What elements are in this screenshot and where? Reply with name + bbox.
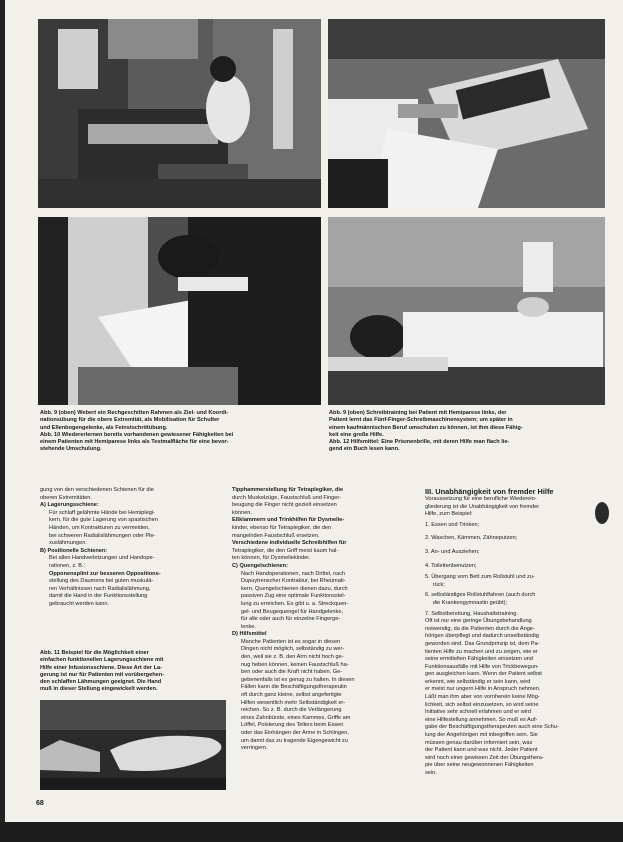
caption-line: einem kaufmännischen Beruf umschulen zu können, ist ihm diese Fähig- bbox=[329, 424, 523, 431]
caption-line: gend ein Buch lesen kann. bbox=[329, 446, 400, 453]
body-line: Oft ist nur eine geringe Übungsbehandlung bbox=[425, 618, 532, 625]
binding-punch-mark bbox=[593, 500, 611, 526]
caption-line: Abb. 11 Beispiel für die Möglichkeit einer bbox=[40, 650, 149, 656]
body-line: den, weil sie z. B. den Arm nicht hoch ge- bbox=[241, 654, 344, 661]
body-line: pie über seine neugewonnenen Fähigkeiten bbox=[425, 762, 534, 769]
body-line: Läßt man ihm aber von vornherein keine Mög- bbox=[425, 694, 540, 701]
body-line: rationen, z. B.: bbox=[49, 562, 86, 569]
text-column-1 bbox=[40, 487, 230, 609]
body-line: Eßklammern und Trinkhilfen für Dysmelie- bbox=[232, 517, 345, 524]
list-item: 4. Toilettenbenutzen; bbox=[425, 562, 477, 569]
body-line: gen ausgleichen kann. Wenn der Patient selbst bbox=[425, 671, 542, 678]
caption-line: muß in dieser Stellung eingewickelt werden. bbox=[40, 686, 158, 693]
body-line: Tipphammerstellung für Tetraplegiker, die bbox=[232, 487, 344, 493]
body-line: eine Hilfestellung annehmen. So muß es Auf- bbox=[425, 716, 538, 723]
body-line: Hilfe, zum Beispiel: bbox=[425, 511, 473, 518]
text-column-2 bbox=[232, 487, 417, 753]
caption-line: Hilfe einer Infusionsschiene. Diese Art der La- bbox=[40, 664, 162, 671]
body-line: können. bbox=[232, 509, 252, 516]
section-title: III. Unabhängigkeit von fremder Hilfe bbox=[425, 487, 554, 496]
list-item: 2. Waschen, Kämmen, Zähneputzen; bbox=[425, 535, 518, 542]
list-item: 3. An- und Ausziehen; bbox=[425, 548, 480, 555]
body-line: gel- und Beugequengel für Handgelenke, bbox=[241, 608, 344, 615]
photo-prism-glasses-reading bbox=[328, 217, 605, 405]
photo-weaving-frame bbox=[38, 19, 321, 208]
body-line: oberen Extremitäten. bbox=[40, 494, 92, 501]
body-line: mangelnden Faustschluß ersetzen. bbox=[232, 532, 320, 539]
body-line: gabe der Beschäftigungstherapeuten auch eine Schu- bbox=[425, 724, 559, 731]
text-column-3 bbox=[425, 487, 603, 778]
caption-line: gerung ist nur für Patienten mit vorübergehen- bbox=[40, 671, 165, 678]
caption-line: Abb. 12 Hilfsmittel: Eine Prismenbrille, mit deren Hilfe man flach lie- bbox=[329, 439, 510, 446]
body-line: sein. bbox=[425, 770, 437, 776]
body-line: lenke. bbox=[241, 623, 256, 630]
body-line: der Patient kann und was nicht. Jeder Patient bbox=[425, 747, 538, 754]
body-line: bei schweren Radialislähmungen oder Ple- bbox=[49, 532, 156, 539]
caption-line: einfachen funktionellen Lagerungsschiene mit bbox=[40, 657, 164, 664]
body-line: durch Muskelzüge, Faustschluß und Finger- bbox=[232, 494, 342, 501]
list-item: 6. selbständiges Rollstuhlfahren (auch durch bbox=[425, 592, 536, 599]
body-line: eines Zahnbürste, eines Kammes, Griffe am bbox=[241, 714, 351, 721]
section-heading: A) Lagerungsschiene: bbox=[40, 502, 99, 509]
body-line: oder das Einhängen der Arme in Schlingen, bbox=[241, 730, 349, 736]
body-line: Löffel, Polsterung des Tellers beim Essen bbox=[241, 722, 344, 729]
caption-line: keit eine große Hilfe. bbox=[329, 431, 384, 438]
body-line: notwendig, da die Patienten durch die Ange- bbox=[425, 625, 535, 632]
body-line: ben oder auch die Kraft nicht haben. Ge- bbox=[241, 669, 343, 676]
page-number: 68 bbox=[36, 800, 44, 807]
list-item: 7. Selbstbereitung, Haushaltstraining. bbox=[425, 610, 518, 617]
body-line: Initiative sehr schnell erlahmen und er wird bbox=[425, 709, 532, 716]
body-line: Voraussetzung für eine berufliche Wiederein- bbox=[425, 496, 537, 502]
photo-typewriter bbox=[328, 19, 605, 208]
body-line: Für schlaff gelähmte Hände bei Hemiplegi- bbox=[49, 509, 155, 516]
caption-line: einem Patienten mit Hemiparese links als Testmalfläche für eine bevor- bbox=[40, 439, 229, 446]
scan-left-edge bbox=[0, 0, 5, 842]
section-heading: B) Positionelle Schienen: bbox=[40, 547, 108, 554]
photo-hand-splint bbox=[40, 700, 226, 790]
body-line: lung der Angehörigen mit inbegriffen sein. Sie bbox=[425, 732, 538, 739]
body-line: Manche Patienten ist es sogar in diesen bbox=[241, 638, 341, 645]
body-line: um damit das zu tragende Eigengewicht zu bbox=[241, 737, 348, 744]
scan-bottom-edge bbox=[0, 822, 623, 842]
body-line: oft durch ganz kleine, selbst angefertigte bbox=[241, 692, 342, 699]
caption-line: nationsübung für die obere Extremität, als Mobilisation für Schulter bbox=[40, 417, 220, 424]
body-line: Nach Handoperationen, nach Drittel, nach bbox=[241, 570, 346, 577]
body-line: ten können, für Dysmeliekinder. bbox=[232, 555, 311, 562]
caption-line: stehende Umschulung. bbox=[40, 446, 102, 453]
body-line: für alle oder auch für einzelne Fingerge- bbox=[241, 616, 341, 623]
body-line: Dingen nicht möglich, selbständig zu wer- bbox=[241, 646, 345, 653]
caption-line: Abb. 9 (oben) Webert ein Rechgeschitten Rahmen als Ziel- und Koordi- bbox=[40, 410, 229, 416]
caption-line: und Ellenbogengelenke, als Feinstschrittübung. bbox=[40, 424, 168, 431]
list-item: 1. Essen und Trinken; bbox=[425, 521, 480, 528]
body-line: gung von den verschiedenen Schienen für die bbox=[40, 487, 154, 493]
body-line: passiven Zug eine optimale Funktionsstel- bbox=[241, 593, 346, 600]
body-line: xuslähmungen. bbox=[49, 540, 87, 547]
caption-left bbox=[40, 410, 325, 454]
body-line: gebenenfalls ist es genug zu halten. In diesen bbox=[241, 676, 355, 683]
body-line: ren Verhältnissen nach Radialislähmung, bbox=[49, 585, 151, 592]
body-line: gliederung ist die Unabhängigkeit von fremder bbox=[425, 503, 540, 510]
body-line: hörigen überpflegt und dadurch unselbständig bbox=[425, 633, 539, 640]
caption-small bbox=[40, 650, 230, 694]
body-line: Händen, um Kontrakturen zu vermeiden, bbox=[49, 524, 150, 531]
body-line: gebraucht werden kann. bbox=[49, 600, 110, 607]
body-line: Tetraplegiker, die den Griff meist kaum hal- bbox=[232, 547, 339, 554]
body-line: beugung die Finger nicht gezielt einsetzen bbox=[232, 502, 337, 509]
body-line: kinder, ebenso für Tetraplegiker, die den bbox=[232, 524, 332, 531]
body-line: wird noch einer gewissen Zeit der Übungsthera- bbox=[425, 754, 544, 761]
body-line: Funktionsausfälle mit Hilfe von Trickbewegun- bbox=[425, 663, 539, 670]
caption-line: Patient lernt das Fünf-Finger-Schreibmaschinensystem; um später in bbox=[329, 417, 513, 424]
body-line: er meist nur ungern Hilfe in Anspruch nehmen. bbox=[425, 686, 541, 693]
body-line: Bei allen Handverletzungen und Handope- bbox=[49, 555, 155, 562]
body-line: Opponensplint zur besseren Oppositions- bbox=[49, 570, 161, 577]
body-line: kern. Quengelschienen dienen dazu, durch bbox=[241, 585, 348, 592]
body-line: Dupuytrenscher Kontraktur, bei Rheumati- bbox=[241, 578, 346, 585]
list-item: rück; bbox=[425, 581, 445, 588]
list-item: 5. Übergang vom Bett zum Rollstuhl und zu- bbox=[425, 574, 535, 581]
body-line: nug heben können, keinen Faustschluß ha- bbox=[241, 661, 349, 668]
body-line: erkennt, wie selbständig er sein kann, wird bbox=[425, 678, 531, 685]
caption-line: Abb. 9 (oben) Schreibtraining bei Patient mit Hemiparese links, der bbox=[329, 410, 507, 416]
section-heading: D) Hilfsmittel bbox=[232, 631, 267, 638]
body-line: müssen genau darüber informiert sein, was bbox=[425, 739, 533, 746]
body-line: damit die Hand in der Funktionsstellung bbox=[49, 593, 148, 600]
body-line: stellung des Daumens bei guten muskulä- bbox=[49, 578, 154, 585]
section-heading: C) Quengelschienen: bbox=[232, 562, 288, 569]
photo-drawing-exercise bbox=[38, 217, 321, 405]
body-line: lichkeit, sich selbst einzusetzen, so wird seine bbox=[425, 701, 539, 708]
caption-right bbox=[329, 410, 604, 454]
body-line: Hilfen wesentlich mehr Selbständigkeit er- bbox=[241, 699, 346, 706]
body-line: lung zu erreichen. Es gibt u. a. Streckquen- bbox=[241, 600, 349, 607]
body-line: reichen. So z. B. durch die Verlängerung bbox=[241, 707, 342, 714]
caption-line: den schlaffen Lähmungen geeignet. Die Hand bbox=[40, 679, 162, 686]
body-line: tienten Hilfe zu machen und zu zeigen, wie er bbox=[425, 648, 538, 655]
caption-line: Abb. 10 Wiedererlernen bereits vorhandenen gewiesener Fähigkeiten bei bbox=[40, 431, 234, 438]
body-line: verringern. bbox=[241, 745, 268, 752]
body-line: geworden sind. Das Grundprinzip ist, dem Pa- bbox=[425, 640, 540, 647]
body-line: seine ermittelten Fähigkeiten einsetzen und bbox=[425, 656, 533, 663]
body-line: Fällen kann die Beschäftigungstherapeutin bbox=[241, 684, 347, 691]
body-line: Verschiedene individuelle Schreibhilfen für bbox=[232, 540, 347, 547]
list-item: die Krankengymnastin geübt); bbox=[425, 599, 508, 606]
body-line: kern, für die gute Lagerung von spastischen bbox=[49, 517, 158, 524]
